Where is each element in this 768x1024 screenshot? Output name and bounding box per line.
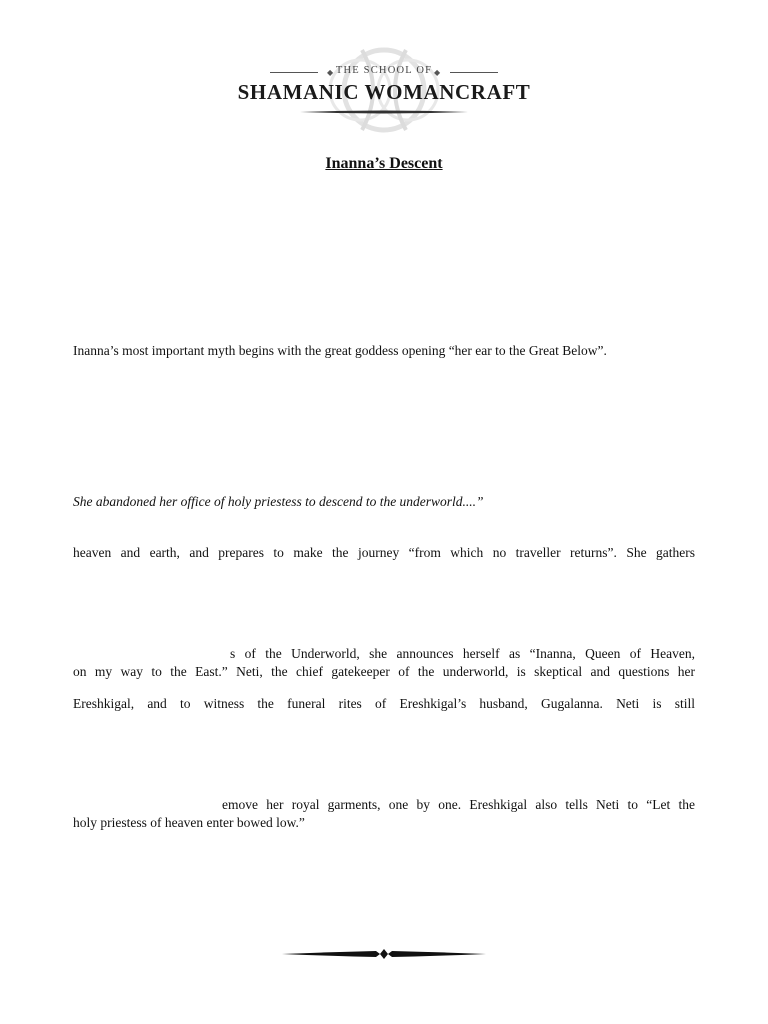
paragraph-gate [73, 645, 695, 681]
header-rule-right [450, 72, 498, 73]
paragraph-opening: Inanna’s most important myth begins with the great goddess opening “her ear to the Great Below”. [73, 343, 607, 358]
header-dot-left: ◆ [327, 68, 334, 77]
paragraph-gate-line-1: s of the Underworld, she announces herself as “Inanna, Queen of Heaven, [230, 646, 695, 661]
header-dot-right: ◆ [434, 68, 441, 77]
school-of-label: THE SCHOOL OF [335, 65, 433, 76]
brand-underline-icon [300, 109, 468, 115]
paragraph-garments-line-2: holy priestess of heaven enter bowed low.” [73, 815, 305, 830]
paragraph-garments-line-1: emove her royal garments, one by one. Ereshkigal also tells Neti to “Let the [222, 797, 695, 812]
page-title: Inanna’s Descent [325, 155, 443, 172]
paragraph-gate-line-2: on my way to the East.” Neti, the chief gatekeeper of the underworld, is skeptical and questions her [73, 664, 695, 679]
paragraph-quote: She abandoned her office of holy priestess to descend to the underworld....” [73, 494, 484, 509]
paragraph-ereshkigal: Ereshkigal, and to witness the funeral rites of Ereshkigal’s husband, Gugalanna. Neti is still [73, 696, 695, 711]
paragraph-journey: heaven and earth, and prepares to make the journey “from which no traveller returns”. She gathers [73, 545, 695, 560]
school-header [0, 40, 768, 145]
paragraph-garments [73, 796, 695, 832]
brand-name: SHAMANIC WOMANCRAFT [237, 80, 531, 104]
flourish-divider-icon [282, 946, 486, 962]
